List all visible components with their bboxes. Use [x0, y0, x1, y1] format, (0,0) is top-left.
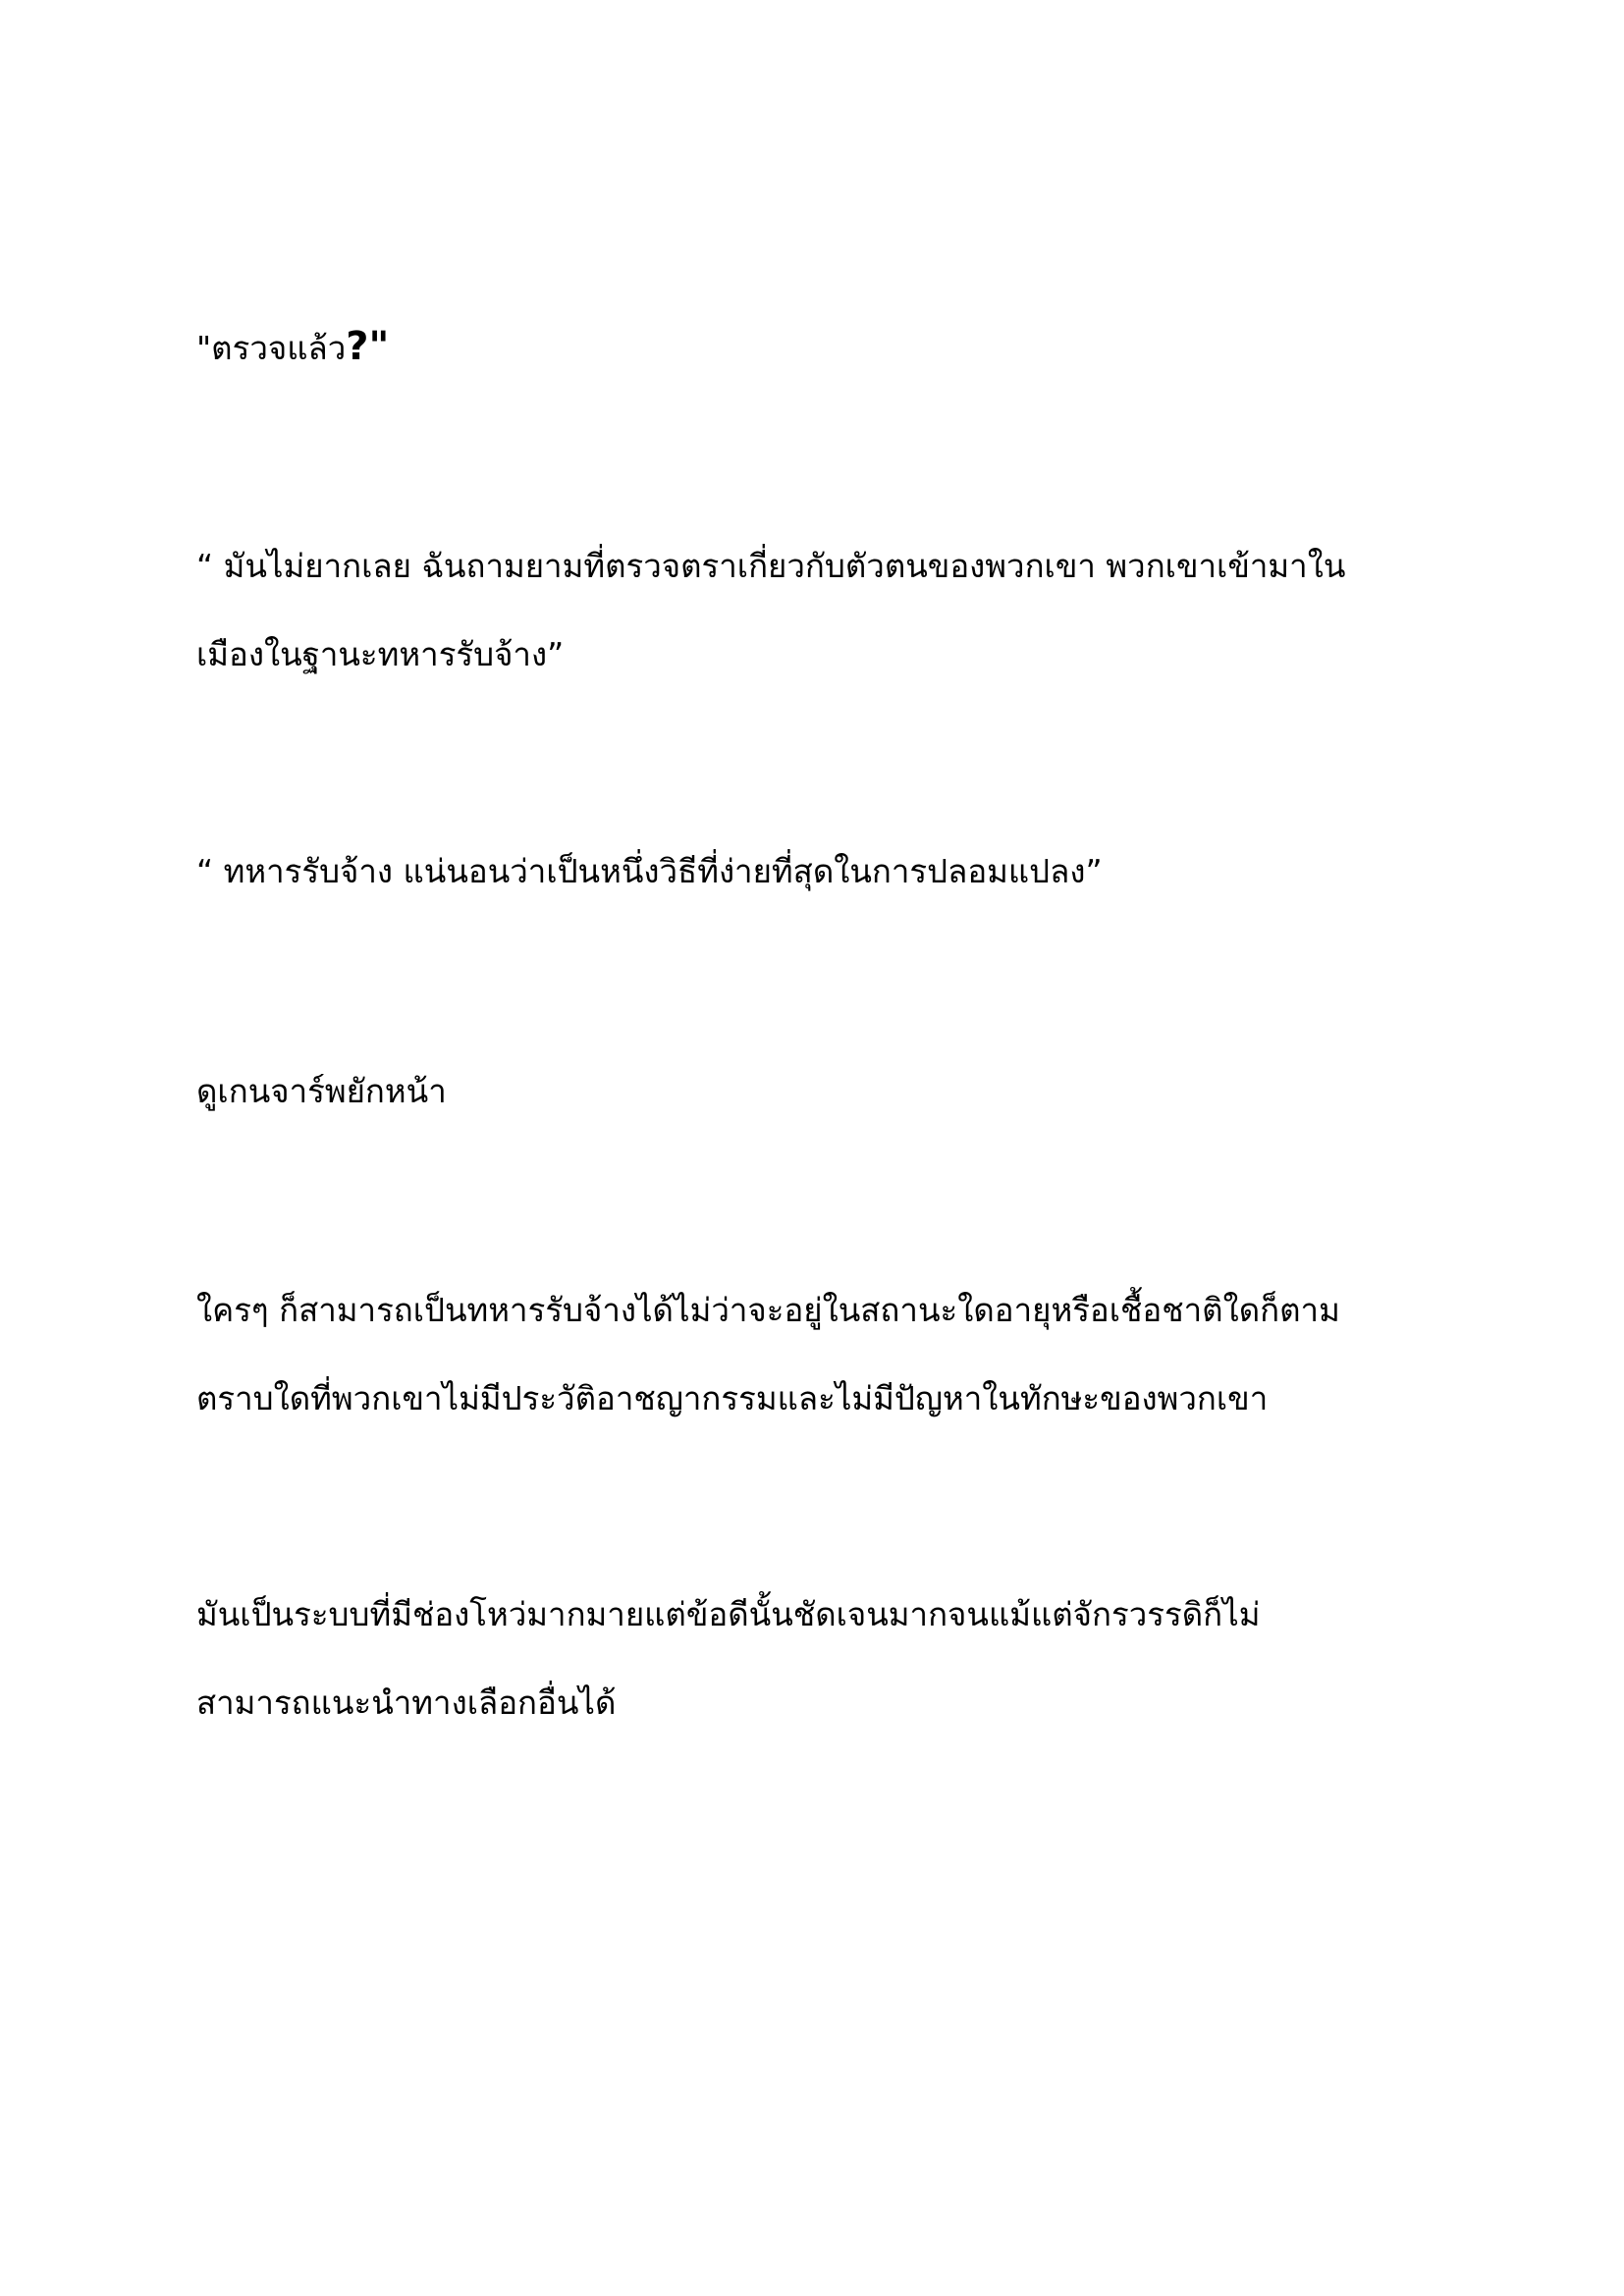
dialogue-text: "ตรวจแล้ว — [196, 329, 347, 367]
paragraph-line: เมืองในฐานะทหารรับจ้าง” — [196, 635, 565, 673]
paragraph-5 — [196, 1266, 1434, 1443]
paragraph-3 — [196, 828, 1434, 916]
paragraph-2 — [196, 522, 1434, 699]
paragraph-1 — [196, 302, 1434, 393]
paragraph-6 — [196, 1571, 1434, 1747]
paragraph-line: ใครๆ ก็สามารถเป็นทหารรับจ้างได้ไม่ว่าจะอยู่ในสถานะใดอายุหรือเชื้อชาติใดก็ตาม — [196, 1291, 1340, 1329]
paragraph-4 — [196, 1047, 1434, 1136]
paragraph-line: “ มันไม่ยากเลย ฉันถามยามที่ตรวจตราเกี่ยวกับตัวตนของพวกเขา พวกเขาเข้ามาใน — [196, 547, 1346, 585]
paragraph-line: ตราบใดที่พวกเขาไม่มีประวัติอาชญากรรมและไม่มีปัญหาในทักษะของพวกเขา — [196, 1379, 1269, 1417]
paragraph-line: ดูเกนจาร์พยักหน้า — [196, 1072, 447, 1110]
paragraph-line — [196, 302, 1434, 393]
paragraph-line: “ ทหารรับจ้าง แน่นอนว่าเป็นหนึ่งวิธีที่ง่ายที่สุดในการปลอมแปลง” — [196, 852, 1103, 890]
paragraph-line: สามารถแนะนำทางเลือกอื่นได้ — [196, 1683, 617, 1722]
paragraph-line: มันเป็นระบบที่มีช่องโหว่มากมายแต่ข้อดีนั้นชัดเจนมากจนแม้แต่จักรวรรดิก็ไม่ — [196, 1595, 1261, 1633]
question-mark: ?" — [346, 324, 390, 369]
